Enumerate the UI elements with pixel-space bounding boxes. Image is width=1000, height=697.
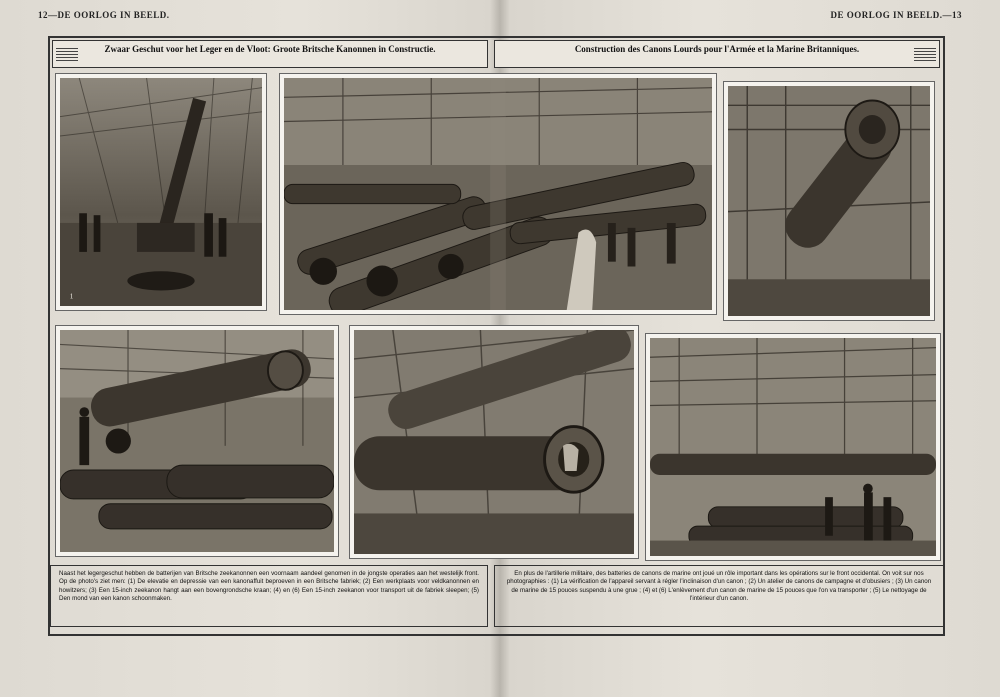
title-french: Construction des Canons Lourds pour l'Armée et la Marine Britanniques. <box>574 44 860 54</box>
photo-gun-crane-image <box>728 86 930 316</box>
page-header-right: DE OORLOG IN BEELD.—13 <box>830 10 962 20</box>
photo-gun-hauling <box>56 326 338 556</box>
photo-muzzle-cleaning-image <box>354 330 634 554</box>
page-header-left: 12—DE OORLOG IN BEELD. <box>38 10 170 20</box>
photo-gun-elevation-image <box>60 78 262 306</box>
title-box-french <box>494 40 940 68</box>
photo-gun-hauling-image <box>60 330 334 552</box>
caption-french: En plus de l'artillerie militaire, des batteries de canons de marine ont joué un rôle important dans les opérations sur le front occidental. On voit sur nos photographies : (1) La vérification de l'appareil servant à régler l'inclinaison d'un canon ; (2) Un atelier de canons de campagne et d'obusiers ; (3) Un canon de marine de 15 pouces suspendu à une grue ; (4) et (6) L'enlèvement d'un canon de marine de 15 pouces que l'on va transporter ; (5) Le nettoyage de l'intérieur d'un canon. <box>494 565 944 627</box>
photo-gun-transport <box>646 334 940 560</box>
caption-dutch: Naast het legergeschut hebben de batterijen van Britsche zeekanonnen een voornaam aandeel genomen in de jongste operaties aan het westelijk front. Op de photo's ziet men: (1) De elevatie en depressie van een kanonaffuit beproeven in een Britsche fabriek; (2) Een werkplaats voor veldkanonnen en howitzers; (3) Een 15-inch zeekanon hangt aan een bovengrondsche kraan; (4) en (6) Een 15-inch zeekanon voor transport uit de fabriek sleepen; (5) Den mond van een kanon schoonmaken. <box>50 565 488 627</box>
title-box-dutch <box>52 40 488 68</box>
ornament-icon <box>56 47 78 61</box>
photo-muzzle-cleaning <box>350 326 638 558</box>
photo-gun-workshop <box>280 74 716 314</box>
title-dutch: Zwaar Geschut voor het Leger en de Vloot: Groote Britsche Kanonnen in Constructie. <box>104 44 436 54</box>
photo-gun-crane <box>724 82 934 320</box>
photo-gun-transport-image <box>650 338 936 556</box>
photo-gun-workshop-image <box>284 78 712 310</box>
photo-gun-elevation <box>56 74 266 310</box>
photo-number-label: 1 <box>69 291 74 301</box>
ornament-icon <box>914 47 936 61</box>
